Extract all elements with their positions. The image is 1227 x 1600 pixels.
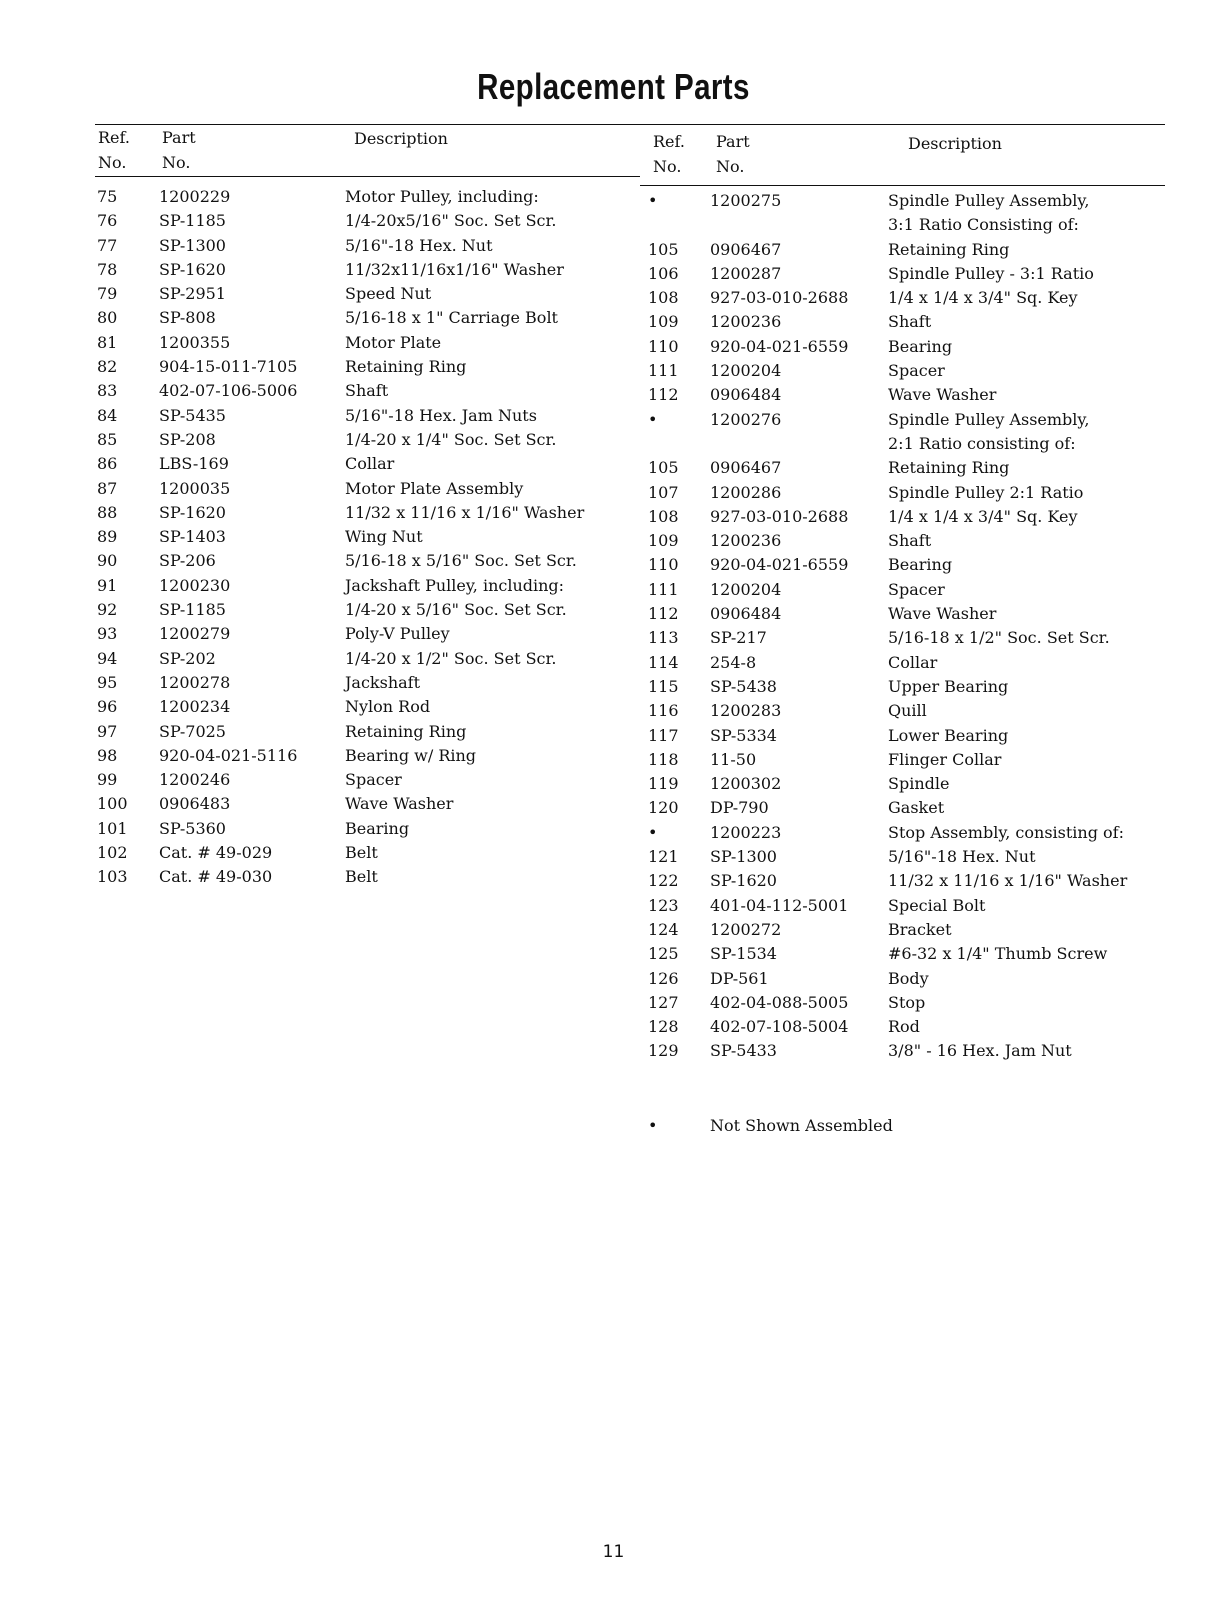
cell-desc: #6-32 x 1/4" Thumb Screw bbox=[888, 944, 1108, 964]
cell-part: 1200278 bbox=[159, 672, 231, 692]
cell-desc: Lower Bearing bbox=[888, 725, 1009, 745]
cell-desc: Spindle Pulley Assembly, bbox=[888, 409, 1090, 429]
cell-ref: 120 bbox=[648, 798, 679, 818]
right-header-part bbox=[716, 129, 750, 179]
header-part-line1: Part bbox=[716, 132, 750, 151]
cell-ref: 98 bbox=[97, 745, 118, 765]
right-parts-table bbox=[648, 191, 1208, 1066]
header-part-line2: No. bbox=[162, 153, 191, 172]
table-row bbox=[97, 843, 617, 867]
cell-ref: 110 bbox=[648, 336, 679, 356]
table-row bbox=[97, 673, 617, 697]
cell-desc: Shaft bbox=[888, 531, 932, 551]
cell-ref: 123 bbox=[648, 895, 679, 915]
table-row bbox=[97, 794, 617, 818]
cell-desc: Retaining Ring bbox=[888, 239, 1010, 259]
cell-part: 920-04-021-5116 bbox=[159, 745, 298, 765]
cell-desc: Bearing w/ Ring bbox=[345, 745, 477, 765]
table-row bbox=[97, 624, 617, 648]
table-row bbox=[648, 701, 1208, 725]
table-row bbox=[97, 211, 617, 235]
table-row bbox=[648, 774, 1208, 798]
cell-ref: 112 bbox=[648, 604, 679, 624]
cell-ref: 116 bbox=[648, 701, 679, 721]
table-row bbox=[97, 284, 617, 308]
table-row bbox=[97, 649, 617, 673]
cell-desc: Wave Washer bbox=[888, 604, 997, 624]
table-row bbox=[97, 236, 617, 260]
cell-ref: 102 bbox=[97, 843, 128, 863]
table-row bbox=[97, 527, 617, 551]
cell-ref: 107 bbox=[648, 482, 679, 502]
cell-part: 1200236 bbox=[710, 531, 782, 551]
cell-ref: 126 bbox=[648, 968, 679, 988]
cell-part: 1200204 bbox=[710, 579, 782, 599]
table-row bbox=[648, 896, 1208, 920]
cell-desc: Retaining Ring bbox=[888, 458, 1010, 478]
cell-desc: 5/16-18 x 1" Carriage Bolt bbox=[345, 308, 558, 328]
cell-part: 1200276 bbox=[710, 409, 782, 429]
cell-part: SP-5438 bbox=[710, 676, 777, 696]
footnote-text: Not Shown Assembled bbox=[710, 1116, 893, 1135]
cell-desc: 1/4-20x5/16" Soc. Set Scr. bbox=[345, 211, 557, 231]
cell-desc: Body bbox=[888, 968, 929, 988]
cell-ref: 125 bbox=[648, 944, 679, 964]
table-row bbox=[97, 722, 617, 746]
cell-ref: 103 bbox=[97, 867, 128, 887]
cell-desc: Bearing bbox=[888, 336, 953, 356]
cell-part: 1200272 bbox=[710, 919, 782, 939]
cell-ref: 89 bbox=[97, 527, 118, 547]
table-row bbox=[648, 847, 1208, 871]
cell-desc: Upper Bearing bbox=[888, 676, 1009, 696]
cell-desc: Belt bbox=[345, 843, 378, 863]
cell-ref: 108 bbox=[648, 506, 679, 526]
cell-desc: Motor Plate Assembly bbox=[345, 478, 524, 498]
table-row bbox=[97, 430, 617, 454]
table-row bbox=[97, 576, 617, 600]
table-row bbox=[648, 1017, 1208, 1041]
cell-desc: Wave Washer bbox=[888, 385, 997, 405]
cell-part: 0906484 bbox=[710, 604, 782, 624]
cell-part: SP-206 bbox=[159, 551, 216, 571]
cell-ref: 111 bbox=[648, 579, 679, 599]
cell-ref: 91 bbox=[97, 575, 118, 595]
cell-part: 1200223 bbox=[710, 822, 782, 842]
table-row bbox=[97, 454, 617, 478]
cell-ref: • bbox=[648, 822, 658, 842]
table-row bbox=[648, 458, 1208, 482]
table-row bbox=[97, 746, 617, 770]
table-row bbox=[648, 434, 1208, 458]
cell-ref: 83 bbox=[97, 381, 118, 401]
cell-part: LBS-169 bbox=[159, 454, 229, 474]
cell-desc: Rod bbox=[888, 1017, 920, 1037]
header-part-line1: Part bbox=[162, 128, 196, 147]
table-row bbox=[648, 969, 1208, 993]
cell-part: SP-808 bbox=[159, 308, 216, 328]
table-row bbox=[97, 187, 617, 211]
cell-desc: Spindle Pulley - 3:1 Ratio bbox=[888, 263, 1094, 283]
cell-desc: Bearing bbox=[888, 555, 953, 575]
cell-desc: 5/16"-18 Hex. Jam Nuts bbox=[345, 405, 537, 425]
cell-part: 1200246 bbox=[159, 770, 231, 790]
table-row bbox=[648, 628, 1208, 652]
cell-part: 0906484 bbox=[710, 385, 782, 405]
cell-ref: 124 bbox=[648, 919, 679, 939]
cell-ref: 96 bbox=[97, 697, 118, 717]
cell-part: 920-04-021-6559 bbox=[710, 336, 849, 356]
table-row bbox=[648, 1041, 1208, 1065]
cell-ref: 109 bbox=[648, 531, 679, 551]
cell-desc: 1/4 x 1/4 x 3/4" Sq. Key bbox=[888, 506, 1078, 526]
cell-part: 1200283 bbox=[710, 701, 782, 721]
cell-desc: 5/16"-18 Hex. Nut bbox=[345, 235, 493, 255]
cell-ref: 122 bbox=[648, 871, 679, 891]
table-row bbox=[648, 653, 1208, 677]
cell-ref: 115 bbox=[648, 676, 679, 696]
cell-part: 402-04-088-5005 bbox=[710, 992, 849, 1012]
table-row bbox=[648, 483, 1208, 507]
left-header-part bbox=[162, 125, 196, 175]
cell-desc: Speed Nut bbox=[345, 284, 432, 304]
right-header-ref bbox=[653, 129, 685, 179]
page-number: 11 bbox=[602, 1542, 625, 1562]
cell-ref: 87 bbox=[97, 478, 118, 498]
cell-part: 1200286 bbox=[710, 482, 782, 502]
cell-desc: Nylon Rod bbox=[345, 697, 431, 717]
cell-desc: Poly-V Pulley bbox=[345, 624, 450, 644]
table-row bbox=[97, 600, 617, 624]
cell-ref: 94 bbox=[97, 648, 118, 668]
left-header-rule bbox=[95, 176, 640, 177]
cell-desc: Bearing bbox=[345, 818, 410, 838]
cell-desc: Gasket bbox=[888, 798, 945, 818]
cell-desc: Spindle Pulley 2:1 Ratio bbox=[888, 482, 1084, 502]
cell-part: 904-15-011-7105 bbox=[159, 357, 298, 377]
cell-ref: 121 bbox=[648, 847, 679, 867]
cell-ref: 114 bbox=[648, 652, 679, 672]
cell-desc: Retaining Ring bbox=[345, 721, 467, 741]
table-row bbox=[97, 697, 617, 721]
cell-part: SP-5360 bbox=[159, 818, 226, 838]
cell-ref: 79 bbox=[97, 284, 118, 304]
cell-part: 1200236 bbox=[710, 312, 782, 332]
table-row bbox=[648, 823, 1208, 847]
cell-ref: 110 bbox=[648, 555, 679, 575]
cell-ref: 80 bbox=[97, 308, 118, 328]
cell-desc: 1/4-20 x 1/4" Soc. Set Scr. bbox=[345, 429, 557, 449]
header-rule-top bbox=[95, 124, 1165, 125]
cell-part: SP-217 bbox=[710, 628, 767, 648]
cell-part: 1200230 bbox=[159, 575, 231, 595]
cell-desc: Wave Washer bbox=[345, 794, 454, 814]
cell-desc: 5/16"-18 Hex. Nut bbox=[888, 847, 1036, 867]
cell-part: 1200287 bbox=[710, 263, 782, 283]
table-row bbox=[648, 580, 1208, 604]
table-row bbox=[97, 503, 617, 527]
cell-ref: 117 bbox=[648, 725, 679, 745]
table-row bbox=[648, 798, 1208, 822]
cell-desc: Stop Assembly, consisting of: bbox=[888, 822, 1124, 842]
cell-ref: • bbox=[648, 409, 658, 429]
header-part-line2: No. bbox=[716, 157, 745, 176]
cell-desc: Jackshaft Pulley, including: bbox=[345, 575, 565, 595]
table-row bbox=[97, 406, 617, 430]
cell-desc: Quill bbox=[888, 701, 927, 721]
cell-ref: 105 bbox=[648, 458, 679, 478]
cell-part: 1200204 bbox=[710, 361, 782, 381]
left-header-description: Description bbox=[354, 129, 448, 148]
cell-desc: Flinger Collar bbox=[888, 749, 1002, 769]
table-row bbox=[97, 381, 617, 405]
cell-part: DP-790 bbox=[710, 798, 769, 818]
cell-part: SP-1620 bbox=[159, 502, 226, 522]
right-header-description: Description bbox=[908, 134, 1002, 153]
table-row bbox=[648, 507, 1208, 531]
cell-part: 927-03-010-2688 bbox=[710, 506, 849, 526]
page-title: Replacement Parts bbox=[477, 66, 750, 107]
table-row bbox=[648, 920, 1208, 944]
table-row bbox=[97, 819, 617, 843]
cell-ref: 93 bbox=[97, 624, 118, 644]
right-header-rule bbox=[640, 185, 1165, 186]
cell-ref: 113 bbox=[648, 628, 679, 648]
cell-desc: 1/4 x 1/4 x 3/4" Sq. Key bbox=[888, 288, 1078, 308]
cell-desc: Shaft bbox=[888, 312, 932, 332]
cell-ref: 82 bbox=[97, 357, 118, 377]
cell-ref: 76 bbox=[97, 211, 118, 231]
cell-ref: 78 bbox=[97, 259, 118, 279]
cell-part: SP-1300 bbox=[710, 847, 777, 867]
cell-part: DP-561 bbox=[710, 968, 769, 988]
cell-desc: Motor Plate bbox=[345, 332, 442, 352]
cell-part: 927-03-010-2688 bbox=[710, 288, 849, 308]
cell-desc: Collar bbox=[888, 652, 938, 672]
table-row bbox=[648, 312, 1208, 336]
cell-desc: Retaining Ring bbox=[345, 357, 467, 377]
cell-desc: Wing Nut bbox=[345, 527, 423, 547]
cell-ref: 85 bbox=[97, 429, 118, 449]
table-row bbox=[648, 531, 1208, 555]
cell-ref: 128 bbox=[648, 1017, 679, 1037]
cell-part: 1200234 bbox=[159, 697, 231, 717]
header-ref-line2: No. bbox=[653, 157, 682, 176]
table-row bbox=[648, 726, 1208, 750]
cell-ref: 77 bbox=[97, 235, 118, 255]
cell-part: SP-7025 bbox=[159, 721, 226, 741]
cell-desc: Special Bolt bbox=[888, 895, 986, 915]
cell-ref: 81 bbox=[97, 332, 118, 352]
cell-ref: 88 bbox=[97, 502, 118, 522]
table-row bbox=[97, 260, 617, 284]
cell-part: 0906467 bbox=[710, 239, 782, 259]
table-row bbox=[97, 333, 617, 357]
table-row bbox=[648, 410, 1208, 434]
table-row bbox=[648, 337, 1208, 361]
cell-part: SP-1300 bbox=[159, 235, 226, 255]
cell-desc: 3:1 Ratio Consisting of: bbox=[888, 215, 1079, 235]
cell-part: SP-1620 bbox=[710, 871, 777, 891]
table-row bbox=[648, 264, 1208, 288]
cell-part: Cat. # 49-030 bbox=[159, 867, 273, 887]
cell-ref: 86 bbox=[97, 454, 118, 474]
cell-part: 11-50 bbox=[710, 749, 757, 769]
table-row bbox=[648, 288, 1208, 312]
cell-desc: Spindle Pulley Assembly, bbox=[888, 191, 1090, 210]
cell-part: Cat. # 49-029 bbox=[159, 843, 273, 863]
cell-ref: 97 bbox=[97, 721, 118, 741]
cell-ref: 127 bbox=[648, 992, 679, 1012]
cell-part: SP-2951 bbox=[159, 284, 226, 304]
table-row bbox=[648, 215, 1208, 239]
cell-part: SP-208 bbox=[159, 429, 216, 449]
cell-ref: 95 bbox=[97, 672, 118, 692]
cell-part: 1200279 bbox=[159, 624, 231, 644]
cell-part: 0906467 bbox=[710, 458, 782, 478]
cell-desc: Spacer bbox=[888, 579, 945, 599]
cell-desc: 5/16-18 x 5/16" Soc. Set Scr. bbox=[345, 551, 577, 571]
table-row bbox=[97, 551, 617, 575]
cell-desc: Spacer bbox=[888, 361, 945, 381]
table-row bbox=[648, 993, 1208, 1017]
cell-desc: 1/4-20 x 1/2" Soc. Set Scr. bbox=[345, 648, 557, 668]
cell-part: 254-8 bbox=[710, 652, 757, 672]
table-row bbox=[648, 385, 1208, 409]
left-header-ref bbox=[98, 125, 130, 175]
cell-part: 1200275 bbox=[710, 191, 782, 210]
cell-part: SP-5433 bbox=[710, 1041, 777, 1061]
cell-desc: 11/32x11/16x1/16" Washer bbox=[345, 259, 564, 279]
table-row bbox=[648, 555, 1208, 579]
cell-desc: 11/32 x 11/16 x 1/16" Washer bbox=[345, 502, 585, 522]
header-ref-line1: Ref. bbox=[98, 128, 130, 147]
cell-desc: Spindle bbox=[888, 774, 950, 794]
cell-part: SP-5334 bbox=[710, 725, 777, 745]
cell-part: SP-1620 bbox=[159, 259, 226, 279]
cell-part: 0906483 bbox=[159, 794, 231, 814]
cell-part: SP-1185 bbox=[159, 211, 226, 231]
cell-desc: 5/16-18 x 1/2" Soc. Set Scr. bbox=[888, 628, 1110, 648]
cell-ref: 106 bbox=[648, 263, 679, 283]
cell-desc: 11/32 x 11/16 x 1/16" Washer bbox=[888, 871, 1128, 891]
cell-part: 1200302 bbox=[710, 774, 782, 794]
header-ref-line1: Ref. bbox=[653, 132, 685, 151]
cell-ref: 119 bbox=[648, 774, 679, 794]
cell-ref: 92 bbox=[97, 600, 118, 620]
table-row bbox=[648, 604, 1208, 628]
cell-ref: 84 bbox=[97, 405, 118, 425]
cell-part: 402-07-108-5004 bbox=[710, 1017, 849, 1037]
cell-part: SP-202 bbox=[159, 648, 216, 668]
cell-part: SP-1534 bbox=[710, 944, 777, 964]
header-ref-line2: No. bbox=[98, 153, 127, 172]
table-row bbox=[648, 750, 1208, 774]
cell-desc: Collar bbox=[345, 454, 395, 474]
cell-desc: 2:1 Ratio consisting of: bbox=[888, 433, 1076, 453]
cell-ref: 109 bbox=[648, 312, 679, 332]
footnote-mark: • bbox=[648, 1116, 658, 1135]
table-row bbox=[648, 191, 1208, 215]
cell-ref: 108 bbox=[648, 288, 679, 308]
left-parts-table bbox=[97, 187, 617, 892]
cell-ref: 129 bbox=[648, 1041, 679, 1061]
table-row bbox=[648, 240, 1208, 264]
table-row bbox=[97, 357, 617, 381]
cell-desc: Belt bbox=[345, 867, 378, 887]
cell-desc: Bracket bbox=[888, 919, 952, 939]
cell-part: 1200035 bbox=[159, 478, 231, 498]
cell-desc: Shaft bbox=[345, 381, 389, 401]
cell-ref: 100 bbox=[97, 794, 128, 814]
table-row bbox=[97, 867, 617, 891]
table-row bbox=[648, 361, 1208, 385]
cell-desc: Spacer bbox=[345, 770, 402, 790]
table-row bbox=[97, 479, 617, 503]
cell-ref: 111 bbox=[648, 361, 679, 381]
table-row bbox=[648, 871, 1208, 895]
cell-part: 402-07-106-5006 bbox=[159, 381, 298, 401]
cell-ref: 75 bbox=[97, 187, 118, 206]
cell-part: SP-1185 bbox=[159, 600, 226, 620]
table-row bbox=[97, 308, 617, 332]
cell-desc: Stop bbox=[888, 992, 926, 1012]
table-row bbox=[648, 677, 1208, 701]
cell-part: 401-04-112-5001 bbox=[710, 895, 849, 915]
cell-ref: • bbox=[648, 191, 658, 210]
cell-part: SP-1403 bbox=[159, 527, 226, 547]
cell-ref: 101 bbox=[97, 818, 128, 838]
cell-desc: 3/8" - 16 Hex. Jam Nut bbox=[888, 1041, 1072, 1061]
cell-desc: Jackshaft bbox=[345, 672, 421, 692]
cell-ref: 118 bbox=[648, 749, 679, 769]
cell-part: 1200355 bbox=[159, 332, 231, 352]
cell-desc: 1/4-20 x 5/16" Soc. Set Scr. bbox=[345, 600, 567, 620]
cell-desc: Motor Pulley, including: bbox=[345, 187, 539, 206]
cell-part: 1200229 bbox=[159, 187, 231, 206]
table-row bbox=[648, 944, 1208, 968]
cell-part: SP-5435 bbox=[159, 405, 226, 425]
cell-ref: 99 bbox=[97, 770, 118, 790]
table-row bbox=[97, 770, 617, 794]
cell-ref: 112 bbox=[648, 385, 679, 405]
cell-ref: 90 bbox=[97, 551, 118, 571]
cell-ref: 105 bbox=[648, 239, 679, 259]
cell-part: 920-04-021-6559 bbox=[710, 555, 849, 575]
